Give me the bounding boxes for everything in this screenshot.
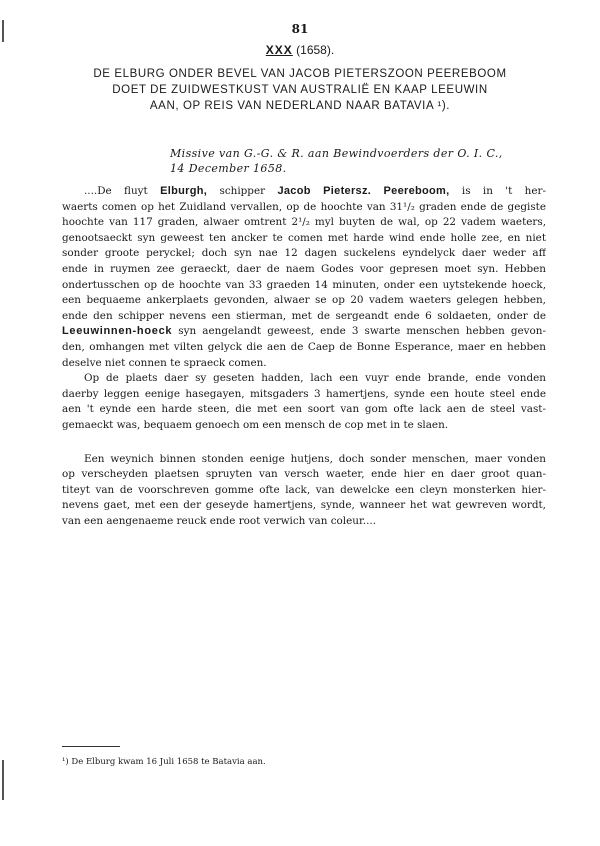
document-title [60, 66, 540, 114]
paragraph [62, 371, 546, 433]
source-citation [170, 146, 570, 176]
text-line: ende in ruymen zee geraeckt, daer de naem Godes voor gepresen moet syn. Hebben [62, 262, 546, 275]
text-line: op verscheyden plaetsen spruyten van versch waeter, ende hier en daer groot quan- [62, 468, 546, 481]
chapter-number: XXX [265, 43, 293, 57]
text-line: een bequaeme ankerplaets gevonden, alwaer se op 20 vadem waeters gelegen hebben, [62, 294, 546, 307]
footnote: ¹) De Elburg kwam 16 Juli 1658 te Batavia aan. [62, 757, 266, 767]
ship-name: Elburgh, [160, 185, 208, 197]
page-number: 81 [291, 22, 309, 36]
text-line: daerby leggen eenige hasegayen, mitsgaders 3 hamertjens, synde een houte steel ende [62, 387, 546, 400]
paragraph-gap [62, 434, 546, 452]
text-line: den, omhangen met vilten gelyck die aen de Caep de Bonne Esperance, maer en hebben [62, 340, 546, 353]
text-line: deselve niet connen te spraeck comen. [62, 356, 267, 369]
text-span: schipper [207, 185, 278, 197]
text-line: hoochte van 117 graden, alwaer omtrent 2¹/₂ myl buyten de wal, op 22 vadem waeters, [62, 216, 546, 229]
chapter-year: (1658). [296, 43, 335, 57]
text-line [62, 184, 546, 200]
text-line: gemaeckt was, bequaem genoech om een mensch de cop met in te slaen. [62, 418, 449, 431]
chapter-heading [0, 43, 600, 57]
body-text [62, 184, 546, 529]
text-span: syn aengelandt geweest, ende 3 swarte menschen hebben gevon- [172, 325, 546, 338]
text-span: is in 't her- [449, 185, 546, 197]
paragraph [62, 184, 546, 371]
cape-name: Leeuwinnen-hoeck [62, 325, 173, 338]
text-line: van een aengenaeme reuck ende root verwich van coleur.... [62, 514, 377, 527]
text-line [62, 324, 546, 340]
text-line: nevens gaet, met een der geseyde hamertjens, synde, wanneer het wat gewreven wordt, [62, 499, 546, 512]
scan-edge-mark [2, 760, 4, 800]
text-line: ende den schipper nevens een stierman, met de sergeandt ende 6 soldaeten, onder de [62, 309, 546, 322]
captain-name: Jacob Pietersz. Peereboom, [277, 185, 450, 197]
source-line: Missive van G.-G. & R. aan Bewindvoerders der O. I. C., [170, 147, 503, 160]
text-line: ondertusschen op de hoochte van 33 graeden 14 minuten, onder een uytstekende hoeck, [62, 278, 546, 291]
footnote-rule [62, 746, 120, 747]
text-line: Een weynich binnen stonden eenige hutjens, doch sonder menschen, maer vonden [84, 452, 546, 465]
paragraph [62, 452, 546, 530]
source-date: 14 December 1658. [170, 162, 287, 175]
title-line: DOET DE ZUIDWESTKUST VAN AUSTRALIË EN KAAP LEEUWIN [112, 84, 488, 96]
text-line: genootsaeckt syn geweest ten ancker te comen met harde wind ende holle zee, en niet [62, 231, 546, 244]
title-line: DE ELBURG ONDER BEVEL VAN JACOB PIETERSZOON PEEREBOOM [93, 68, 507, 80]
text-span: ....De fluyt [84, 185, 161, 197]
text-line: aen 't eynde een harde steen, die met een soort van gom ofte lack aen de steel vast- [62, 403, 546, 416]
text-line: titeyt van de voorschreven gomme ofte lack, van dewelcke een cleyn monsterken hier- [62, 483, 546, 496]
text-line: Op de plaets daer sy geseten hadden, lach een vuyr ende brande, ende vonden [84, 372, 546, 385]
title-line: AAN, OP REIS VAN NEDERLAND NAAR BATAVIA ¹). [149, 100, 451, 112]
text-line: sonder groote peryckel; doch syn nae 12 dagen suckelens eyndelyck daer weder aff [62, 247, 546, 260]
text-line: waerts comen op het Zuidland vervallen, op de hoochte van 31¹/₂ graden ende de gegiste [62, 200, 546, 213]
